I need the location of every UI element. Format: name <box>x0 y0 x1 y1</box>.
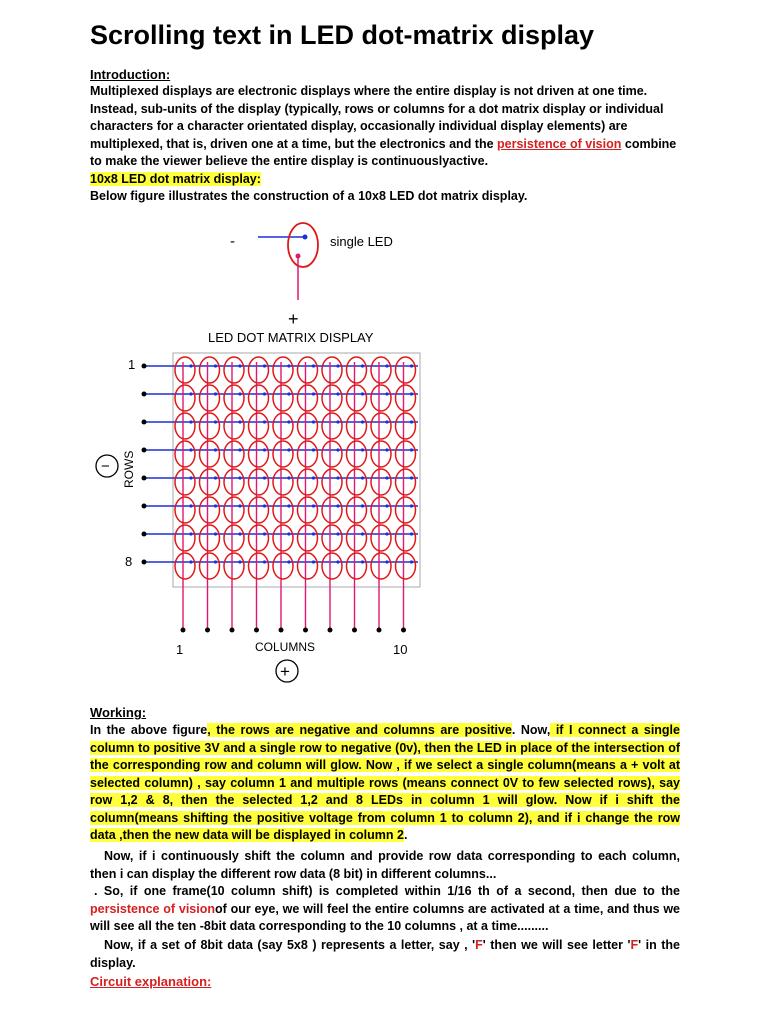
led <box>298 441 318 467</box>
led-anode-dot <box>385 532 388 535</box>
led <box>347 441 367 467</box>
led <box>322 385 342 411</box>
row-label-last: 8 <box>125 554 133 569</box>
row-terminal <box>142 364 147 369</box>
led-anode-dot <box>238 448 241 451</box>
led <box>396 413 416 439</box>
led-anode-dot <box>336 392 339 395</box>
circuit-explanation-heading: Circuit explanation: <box>90 974 212 989</box>
led-anode-dot <box>410 560 413 563</box>
led <box>249 413 269 439</box>
led <box>371 413 391 439</box>
led <box>200 525 220 551</box>
led-anode-dot <box>385 364 388 367</box>
led <box>347 553 367 579</box>
led-anode-dot <box>336 532 339 535</box>
led-anode-dot <box>189 448 192 451</box>
led <box>371 385 391 411</box>
led <box>396 553 416 579</box>
led <box>371 357 391 383</box>
led-anode-dot <box>263 504 266 507</box>
led <box>347 413 367 439</box>
led-anode-dot <box>287 560 290 563</box>
column-terminal <box>230 628 235 633</box>
led <box>175 497 195 523</box>
introduction-heading: Introduction: <box>90 67 171 82</box>
working-p1-highlight: , the rows are negative and columns are positive <box>207 723 512 737</box>
column-terminal <box>181 628 186 633</box>
led <box>322 525 342 551</box>
led-anode-dot <box>361 420 364 423</box>
row-terminal <box>142 532 147 537</box>
led <box>249 357 269 383</box>
led <box>347 357 367 383</box>
working-p1-a: In the above figure <box>90 723 208 737</box>
led-anode-dot <box>336 504 339 507</box>
led <box>273 357 293 383</box>
led <box>298 525 318 551</box>
led-anode-dot <box>361 532 364 535</box>
row-terminal <box>142 392 147 397</box>
led <box>298 385 318 411</box>
led-anode-dot <box>385 476 388 479</box>
led-anode-dot <box>214 448 217 451</box>
led-anode-dot <box>312 504 315 507</box>
led <box>273 497 293 523</box>
led <box>396 525 416 551</box>
working-p1-c: . <box>403 828 408 842</box>
led <box>175 441 195 467</box>
led <box>371 497 391 523</box>
led-anode-dot <box>238 364 241 367</box>
led <box>371 525 391 551</box>
working-heading: Working: <box>90 705 147 720</box>
led-anode-dot <box>189 532 192 535</box>
working-p3-persistence: persistence of vision <box>90 901 215 916</box>
led-anode-dot <box>385 560 388 563</box>
led-anode-dot <box>287 448 290 451</box>
working-paragraph-2: Now, if i continuously shift the column and provide row data corresponding to each column, then i can display the different row data (8 bit) in different columns... <box>90 849 680 881</box>
led-anode-dot <box>214 364 217 367</box>
led-anode-dot <box>312 392 315 395</box>
matrix-title: LED DOT MATRIX DISPLAY <box>208 330 374 345</box>
led <box>273 385 293 411</box>
led <box>298 357 318 383</box>
single-led-dot-pink <box>296 254 301 259</box>
led <box>298 553 318 579</box>
led <box>249 553 269 579</box>
led-anode-dot <box>336 448 339 451</box>
led <box>200 385 220 411</box>
matrix-subheading <box>90 171 680 189</box>
led <box>347 525 367 551</box>
rows-negative-sign: − <box>101 458 110 475</box>
led-anode-dot <box>263 448 266 451</box>
led-anode-dot <box>189 504 192 507</box>
led <box>322 469 342 495</box>
led-anode-dot <box>238 504 241 507</box>
led <box>347 469 367 495</box>
column-terminal <box>377 628 382 633</box>
led-anode-dot <box>361 364 364 367</box>
led <box>347 385 367 411</box>
led-anode-dot <box>238 532 241 535</box>
minus-sign: - <box>230 233 235 250</box>
led <box>175 525 195 551</box>
intro-text-b: combine to make the viewer believe the entire display is continuouslyactive. <box>90 136 677 168</box>
led <box>273 553 293 579</box>
led <box>273 413 293 439</box>
led-anode-dot <box>361 504 364 507</box>
led-anode-dot <box>312 364 315 367</box>
row-label-first: 1 <box>128 357 136 372</box>
led-anode-dot <box>189 560 192 563</box>
persistence-of-vision-link[interactable]: persistence of vision <box>497 136 622 151</box>
column-terminal <box>279 628 284 633</box>
led <box>396 497 416 523</box>
plus-sign: + <box>288 309 299 329</box>
led-anode-dot <box>263 364 266 367</box>
led <box>298 469 318 495</box>
led <box>298 497 318 523</box>
working-p3-b: of our eye, we will feel the entire columns are activated at a time, and thus we will see all the ten -8bit data corresponding to the 10 columns , at a time......... <box>90 901 680 933</box>
led-anode-dot <box>312 560 315 563</box>
led-anode-dot <box>189 476 192 479</box>
led-anode-dot <box>287 364 290 367</box>
introduction-paragraph <box>90 83 680 171</box>
led-anode-dot <box>410 420 413 423</box>
led <box>371 469 391 495</box>
led-anode-dot <box>214 504 217 507</box>
column-terminal <box>352 628 357 633</box>
led-anode-dot <box>410 448 413 451</box>
led-anode-dot <box>361 560 364 563</box>
led-anode-dot <box>238 560 241 563</box>
led <box>224 385 244 411</box>
led-anode-dot <box>287 392 290 395</box>
led-anode-dot <box>410 476 413 479</box>
led-anode-dot <box>336 560 339 563</box>
row-terminal <box>142 448 147 453</box>
led <box>273 441 293 467</box>
led <box>396 441 416 467</box>
led-anode-dot <box>214 476 217 479</box>
led-anode-dot <box>385 392 388 395</box>
column-terminal <box>303 628 308 633</box>
led-anode-dot <box>361 476 364 479</box>
led-anode-dot <box>263 476 266 479</box>
single-led-circle <box>288 223 318 267</box>
led <box>249 525 269 551</box>
led-anode-dot <box>287 476 290 479</box>
led <box>249 441 269 467</box>
led-anode-dot <box>189 392 192 395</box>
single-led-label: single LED <box>330 234 393 249</box>
led-anode-dot <box>385 448 388 451</box>
column-terminal <box>254 628 259 633</box>
led-anode-dot <box>214 420 217 423</box>
single-led-dot <box>303 235 308 240</box>
led <box>200 497 220 523</box>
working-paragraph-4 <box>90 937 680 972</box>
led-anode-dot <box>238 392 241 395</box>
led-anode-dot <box>214 560 217 563</box>
row-terminal <box>142 560 147 565</box>
led <box>371 441 391 467</box>
led <box>298 413 318 439</box>
led <box>224 469 244 495</box>
column-label-last: 10 <box>393 642 408 657</box>
led-anode-dot <box>214 532 217 535</box>
led <box>322 357 342 383</box>
led-anode-dot <box>361 392 364 395</box>
led <box>396 385 416 411</box>
led <box>347 497 367 523</box>
led <box>273 525 293 551</box>
led-anode-dot <box>238 420 241 423</box>
led <box>175 469 195 495</box>
led-anode-dot <box>410 392 413 395</box>
led-anode-dot <box>287 504 290 507</box>
working-p4-a: Now, if a set of 8bit data (say 5x8 ) represents a letter, say , ' <box>104 938 476 952</box>
working-paragraph-1 <box>90 722 680 845</box>
row-terminal <box>142 504 147 509</box>
led <box>175 553 195 579</box>
led <box>175 413 195 439</box>
row-terminal <box>142 420 147 425</box>
led <box>396 357 416 383</box>
led-anode-dot <box>410 364 413 367</box>
led <box>396 469 416 495</box>
working-p4-b: ' then we will see letter ' <box>482 938 631 952</box>
led <box>200 553 220 579</box>
column-terminal <box>205 628 210 633</box>
led-anode-dot <box>312 532 315 535</box>
led <box>322 413 342 439</box>
led <box>322 497 342 523</box>
led-matrix-figure <box>0 215 768 690</box>
led-anode-dot <box>214 392 217 395</box>
working-p1-b: . Now, <box>511 723 551 737</box>
led <box>200 441 220 467</box>
column-label-first: 1 <box>176 642 184 657</box>
led-anode-dot <box>238 476 241 479</box>
led <box>175 357 195 383</box>
led-anode-dot <box>410 532 413 535</box>
led-anode-dot <box>336 476 339 479</box>
led-anode-dot <box>189 364 192 367</box>
led-anode-dot <box>336 420 339 423</box>
led <box>249 385 269 411</box>
led <box>224 553 244 579</box>
led <box>175 385 195 411</box>
led-anode-dot <box>336 364 339 367</box>
led-anode-dot <box>312 476 315 479</box>
led-anode-dot <box>263 532 266 535</box>
led-anode-dot <box>361 448 364 451</box>
columns-label: COLUMNS <box>255 640 316 654</box>
led <box>249 469 269 495</box>
letter-f-2: F <box>630 938 639 952</box>
led-anode-dot <box>189 420 192 423</box>
led-anode-dot <box>287 532 290 535</box>
led-anode-dot <box>263 392 266 395</box>
led <box>371 553 391 579</box>
led-anode-dot <box>312 420 315 423</box>
led-anode-dot <box>263 560 266 563</box>
led <box>322 441 342 467</box>
led-anode-dot <box>312 448 315 451</box>
letter-f-1: F <box>475 938 483 952</box>
rows-label: ROWS <box>122 450 136 488</box>
intro-text-a: Multiplexed displays are electronic displays where the entire display is not driven at one time. Instead, sub-units of the display (typically, rows or columns for a dot matrix display or individual characters for a character orientated display, occasionally individual display elements) are multiplexed, that is, driven one at a time, but the electronics and the <box>90 84 664 151</box>
led <box>200 357 220 383</box>
led-anode-dot <box>385 504 388 507</box>
led-anode-dot <box>410 504 413 507</box>
led <box>224 525 244 551</box>
led <box>224 441 244 467</box>
led <box>200 413 220 439</box>
working-p3-a: . So, if one frame(10 column shift) is completed within 1/16 th of a second, then due to the <box>94 884 680 898</box>
columns-positive-sign: + <box>280 662 290 681</box>
led <box>200 469 220 495</box>
row-terminal <box>142 476 147 481</box>
led-anode-dot <box>263 420 266 423</box>
led <box>249 497 269 523</box>
led <box>224 413 244 439</box>
working-p1-highlight-2: if I connect a single column to positive 3V and a single row to negative (0v), then the LED in place of the intersection of the corresponding row and column will glow. Now , if we select a single column(means a + volt at selected column) , say column 1 and multiple rows (means connect 0V to few selected rows), say row 1,2 & 8, then the selected 1,2 and 8 LEDs in column 1 will glow. Now if i shift the column(means shifting the positive voltage from column 1 to column 2), and if i change the row data ,then the new data will be displayed in column 2 <box>90 723 680 842</box>
led-anode-dot <box>287 420 290 423</box>
led <box>224 497 244 523</box>
matrix-subheading-text: 10x8 LED dot matrix display: <box>90 172 261 186</box>
led <box>322 553 342 579</box>
working-p4-c: ' in the display. <box>90 938 680 970</box>
page-title: Scrolling text in LED dot-matrix display <box>90 20 595 50</box>
led-anode-dot <box>385 420 388 423</box>
working-paragraph-3 <box>90 883 680 936</box>
figure-intro-text: Below figure illustrates the construction of a 10x8 LED dot matrix display. <box>90 189 528 203</box>
led <box>224 357 244 383</box>
column-terminal <box>401 628 406 633</box>
column-terminal <box>328 628 333 633</box>
led <box>273 469 293 495</box>
